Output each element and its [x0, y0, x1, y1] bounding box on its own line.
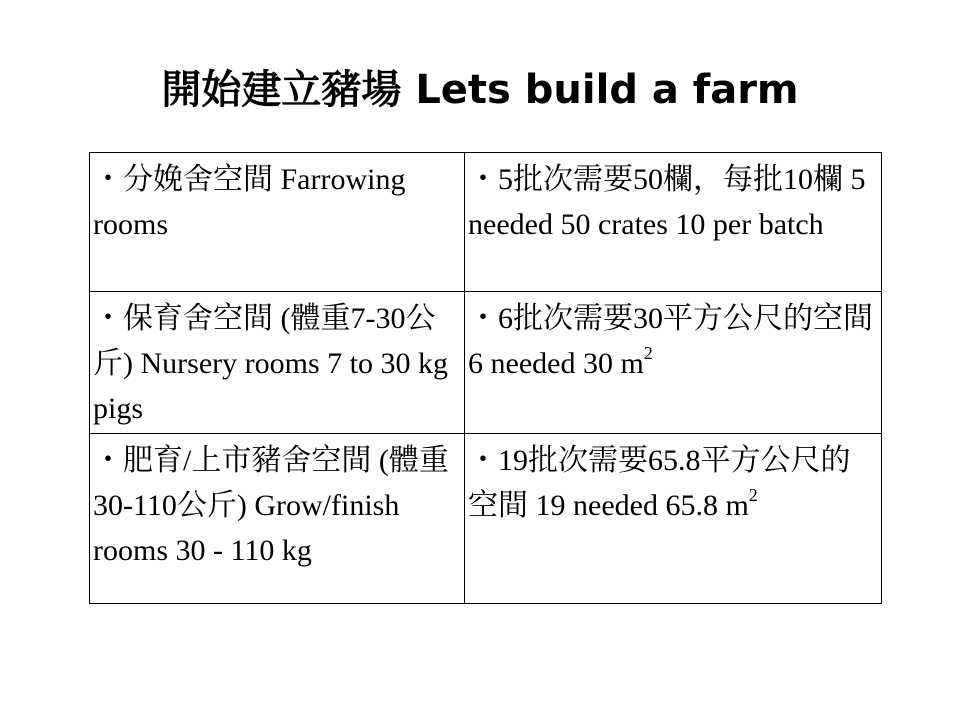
cell-text: ・分娩舍空間 Farrowing rooms — [93, 163, 406, 241]
superscript: 2 — [643, 343, 653, 363]
table-row — [90, 434, 882, 604]
superscript: 2 — [748, 485, 758, 505]
table-cell-nursery-detail — [465, 292, 882, 434]
cell-text: ・保育舍空間 (體重7-30公斤) Nursery rooms 7 to 30 kg pigs — [93, 302, 448, 425]
table-row — [90, 292, 882, 434]
slide-title: 開始建立豬場 Lets build a farm — [161, 67, 799, 113]
cell-text: ・19批次需要65.8平方公尺的空間 19 needed 65.8 m — [468, 444, 851, 522]
cell-text: ・6批次需要30平方公尺的空間 6 needed 30 m — [468, 302, 873, 380]
table-cell-nursery-label — [90, 292, 465, 434]
table-cell-growfinish-label — [90, 434, 465, 604]
info-table — [89, 152, 882, 604]
table-row — [90, 153, 882, 292]
table-cell-farrowing-detail — [465, 153, 882, 292]
cell-text: ・5批次需要50欄，每批10欄 5 needed 50 crates 10 per batch — [468, 163, 866, 241]
cell-text: ・肥育/上市豬舍空間 (體重30-110公斤) Grow/finish rooms 30 - 110 kg — [93, 444, 449, 567]
table-cell-growfinish-detail — [465, 434, 882, 604]
table-cell-farrowing-label — [90, 153, 465, 292]
